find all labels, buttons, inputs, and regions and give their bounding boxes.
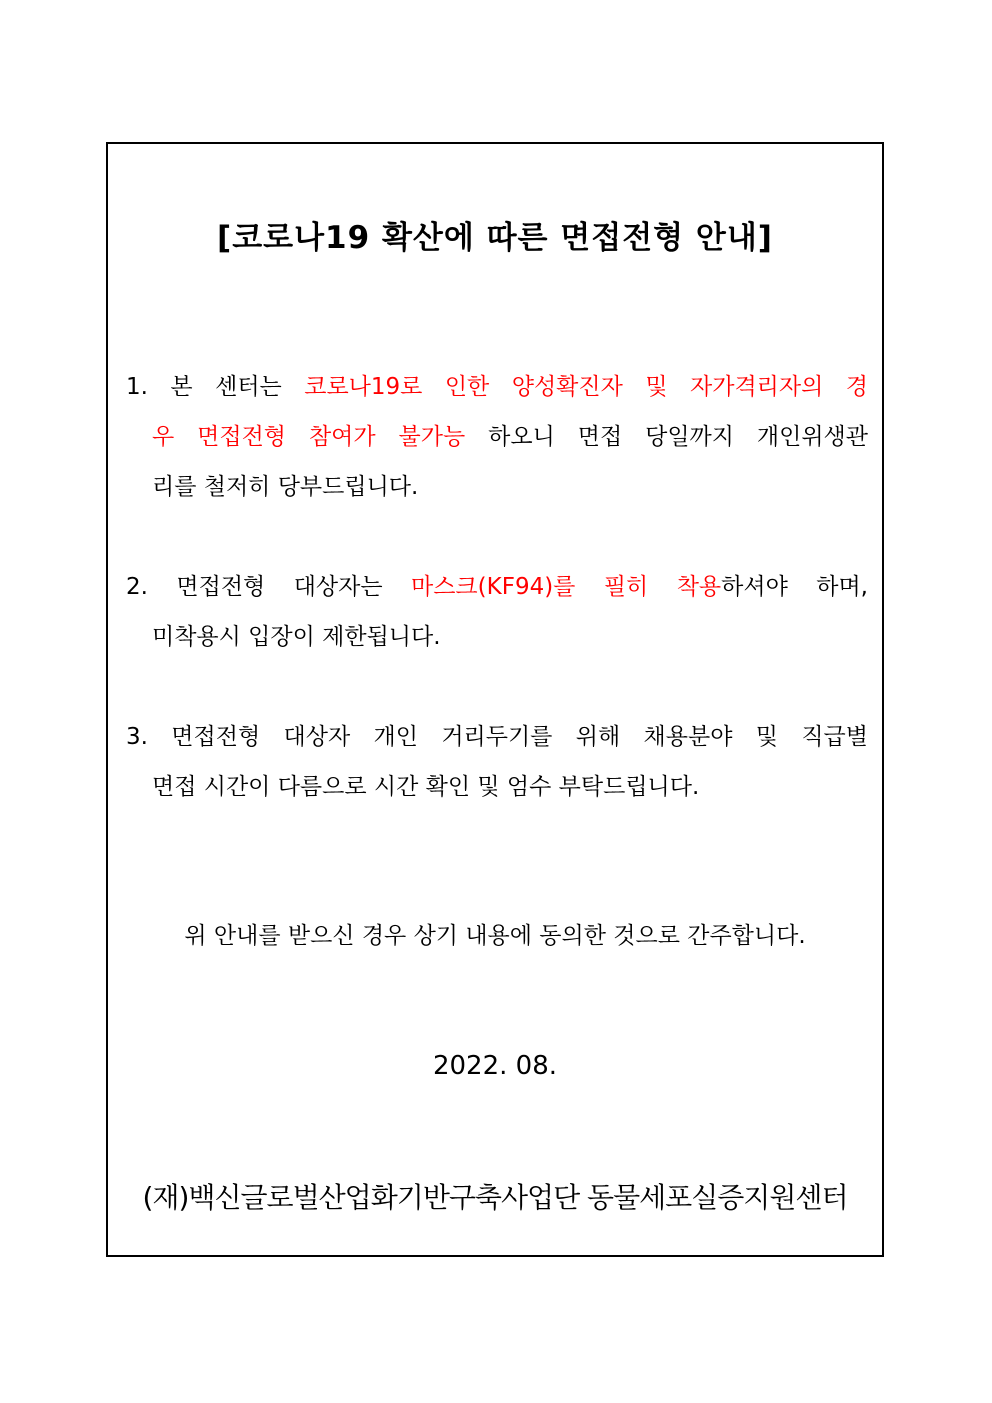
item-2-highlight: 마스크(KF94)를 필히 착용 [411,574,722,600]
item-1-highlight: 코로나19로 인한 양성확진자 및 자가격리자의 경 [304,374,868,400]
notice-item-2 [126,562,868,662]
item-1-text: 리를 철저히 당부드립니다. [152,474,419,500]
item-3-text: 3. 면접전형 대상자 개인 거리두기를 위해 채용분야 및 직급별 [126,724,868,750]
item-2-text: 하셔야 하며, [721,574,868,600]
item-1-line-2 [126,412,868,462]
item-3-text: 면접 시간이 다름으로 시간 확인 및 엄수 부탁드립니다. [152,774,700,800]
item-2-text: 2. 면접전형 대상자는 [126,574,411,600]
item-1-line-3 [126,462,868,512]
item-2-line-2 [126,612,868,662]
item-1-text: 하오니 면접 당일까지 개인위생관 [465,424,868,450]
notice-date: 2022. 08. [432,1051,558,1081]
notice-title: [코로나19 확산에 따른 면접전형 안내] [217,220,773,256]
notice-item-1 [126,362,868,512]
notice-item-3 [126,712,868,812]
item-3-line-1 [126,712,868,762]
item-3-line-2 [126,762,868,812]
item-2-text: 미착용시 입장이 제한됩니다. [152,624,441,650]
organization-name: (재)백신글로벌산업화기반구축사업단 동물세포실증지원센터 [142,1181,848,1214]
agreement-statement: 위 안내를 받으신 경우 상기 내용에 동의한 것으로 간주합니다. [184,923,806,949]
item-1-line-1 [126,362,868,412]
item-2-line-1 [126,562,868,612]
item-1-highlight: 우 면접전형 참여가 불가능 [152,424,466,450]
notice-frame [106,142,884,1257]
item-1-text: 1. 본 센터는 [126,374,305,400]
